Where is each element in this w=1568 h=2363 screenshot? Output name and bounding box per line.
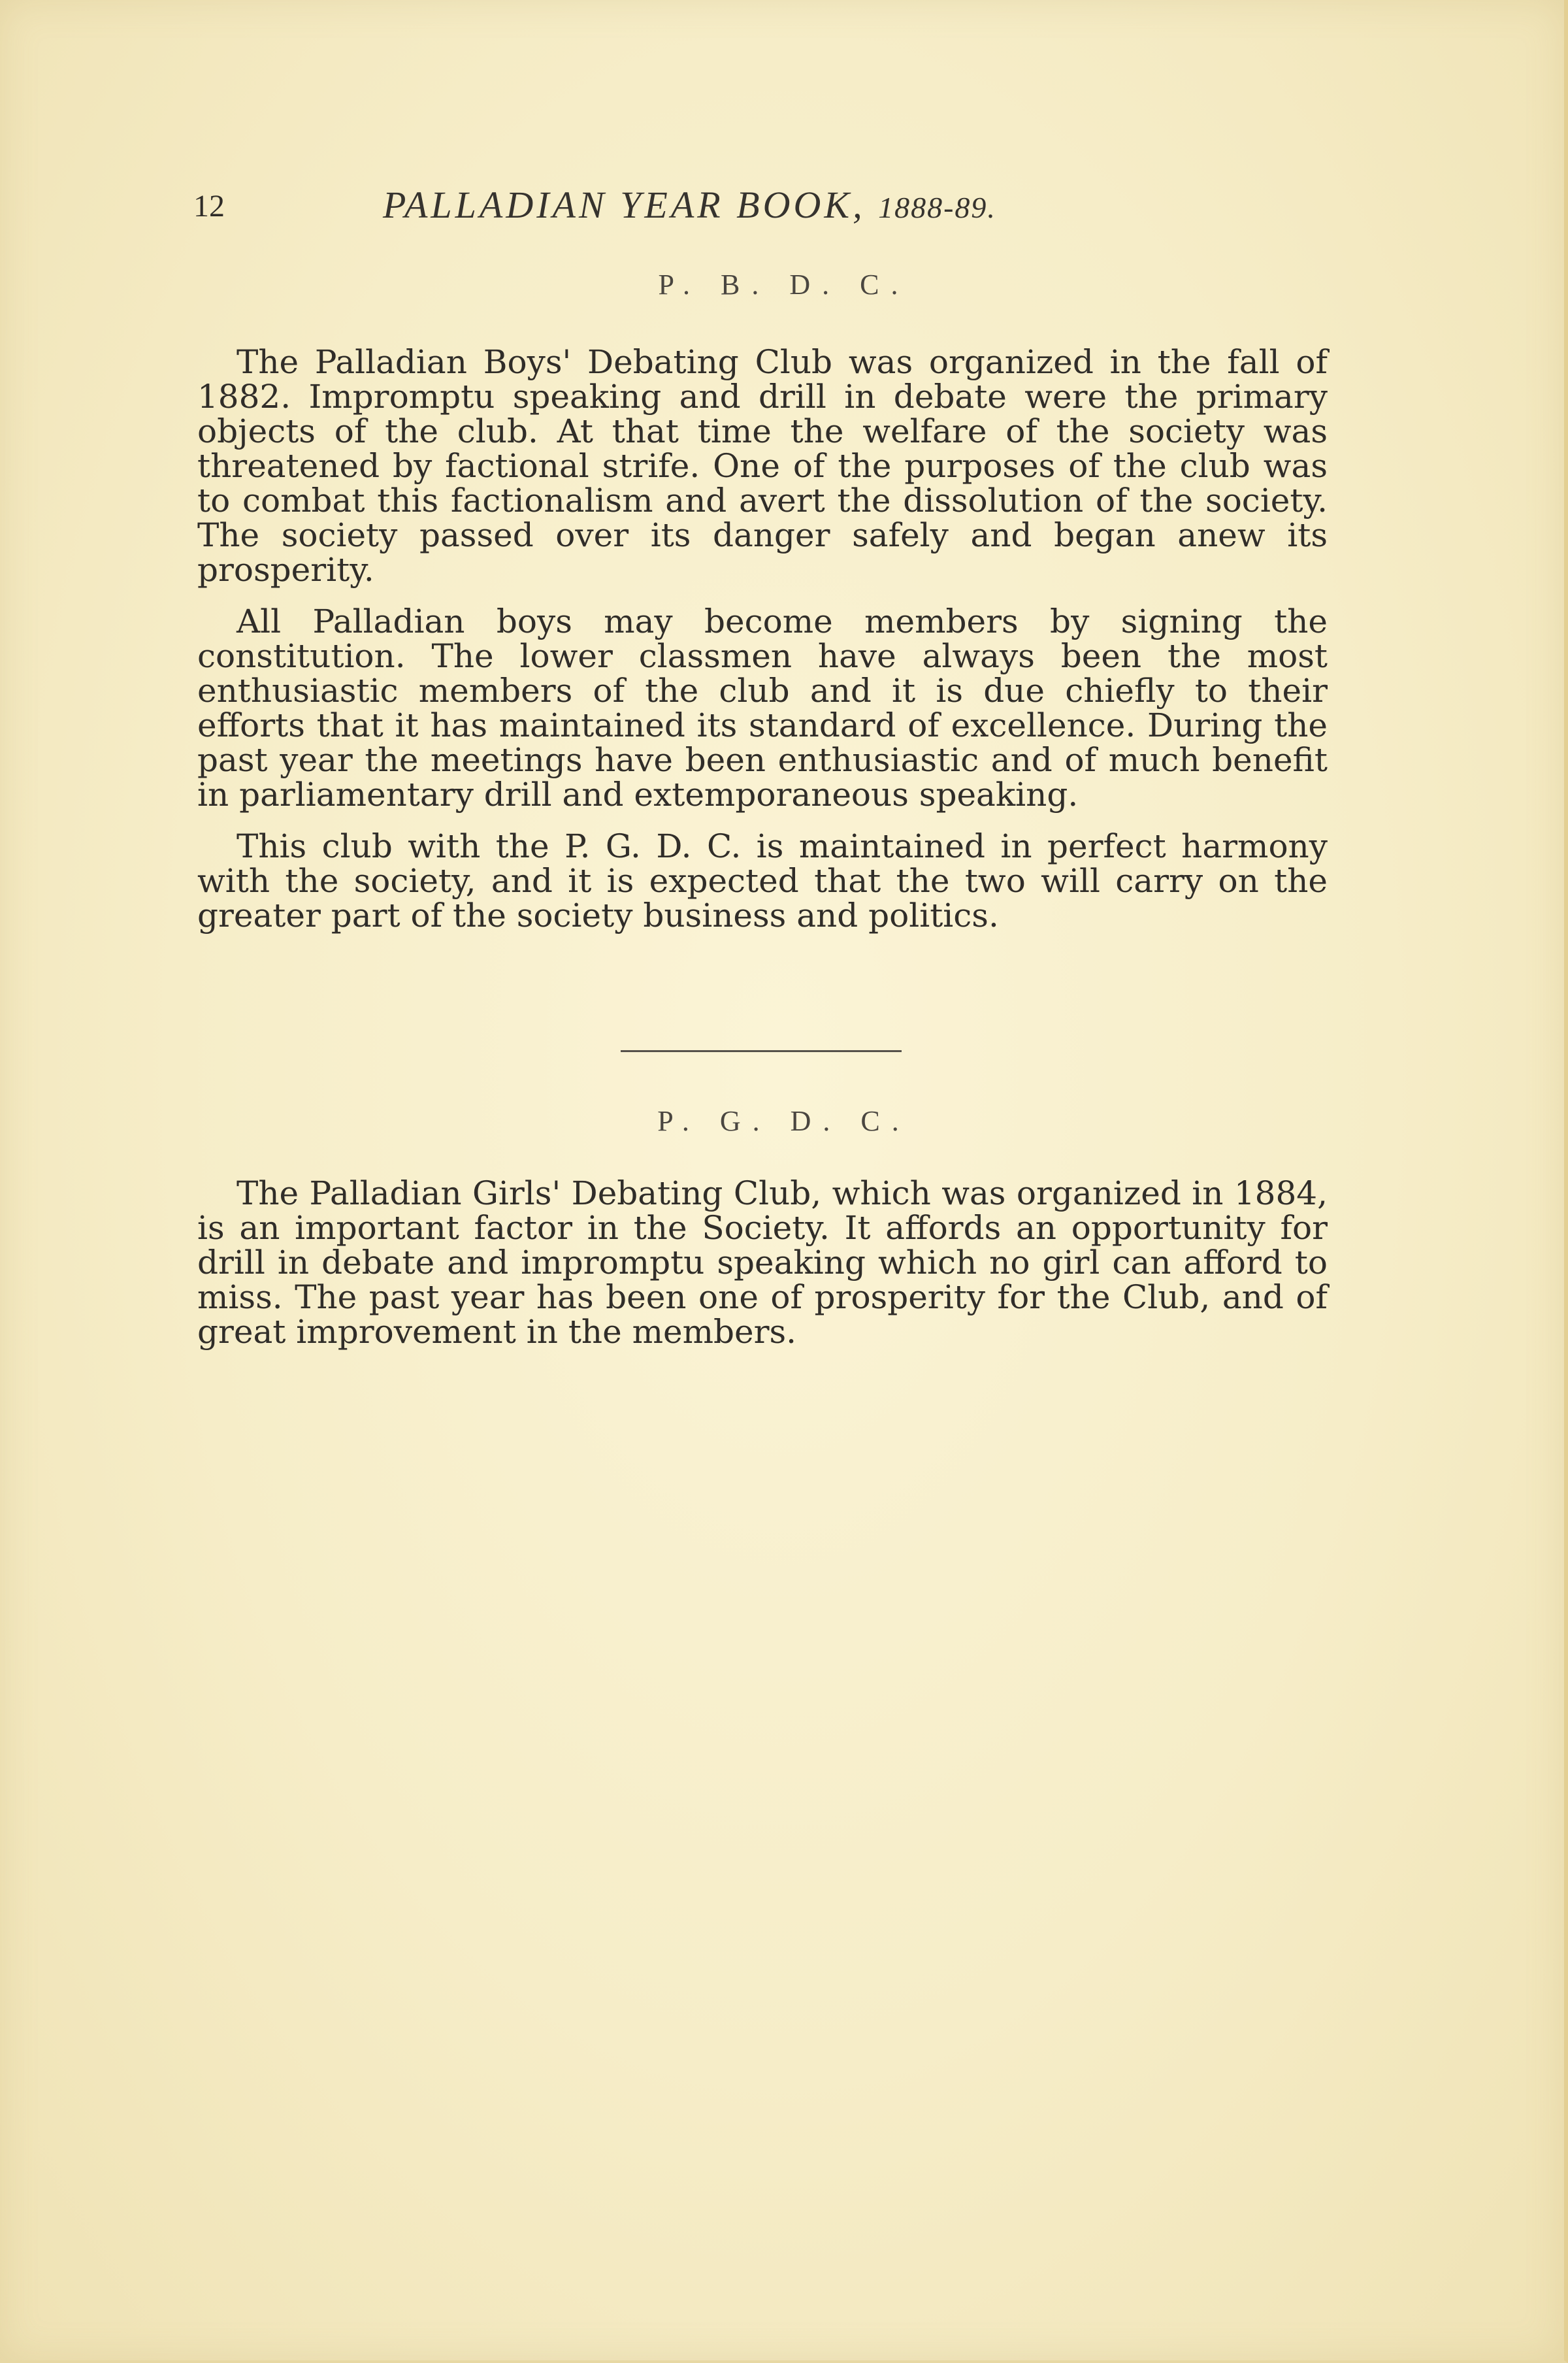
section-divider	[621, 1050, 902, 1052]
section-body-pgdc	[197, 1176, 1328, 1366]
paragraph: The Palladian Girls' Debating Club, which was organized in 1884, is an important factor in the Society. It affords an opportunity for drill in debate and impromptu speaking which no girl can afford to miss. The past year has been one of prosperity for the Club, and of great improvement in the members.	[197, 1174, 1328, 1351]
running-head	[193, 183, 1160, 235]
page-number: 12	[193, 189, 225, 223]
book-years: 1888-89.	[878, 191, 996, 224]
paragraph: The Palladian Boys' Debating Club was organized in the fall of 1882. Impromptu speaking and drill in debate were the primary objects of the club. At that time the welfare of the society was threatened by factional strife. One of the purposes of the club was to combat this factionalism and avert the dissolution of the society. The society passed over its danger safely and began anew its prosperity.	[197, 343, 1328, 589]
paragraph: All Palladian boys may become members by signing the constitution. The lower classmen have always been the most enthusiastic members of the club and it is due chiefly to their efforts that it has maintained its standard of excellence. During the past year the meetings have been enthusiastic and of much benefit in parliamentary drill and extemporaneous speaking.	[197, 603, 1328, 814]
book-title: PALLADIAN YEAR BOOK,	[383, 184, 866, 226]
running-title	[383, 183, 996, 227]
section-body-pbdc	[197, 345, 1328, 950]
section-heading-pbdc: P. B. D. C.	[658, 269, 910, 301]
paragraph: This club with the P. G. D. C. is maintained in perfect harmony with the society, and it is expected that the two will carry on the greater part of the society business and politics.	[197, 827, 1328, 934]
section-heading-pgdc: P. G. D. C.	[657, 1105, 911, 1137]
